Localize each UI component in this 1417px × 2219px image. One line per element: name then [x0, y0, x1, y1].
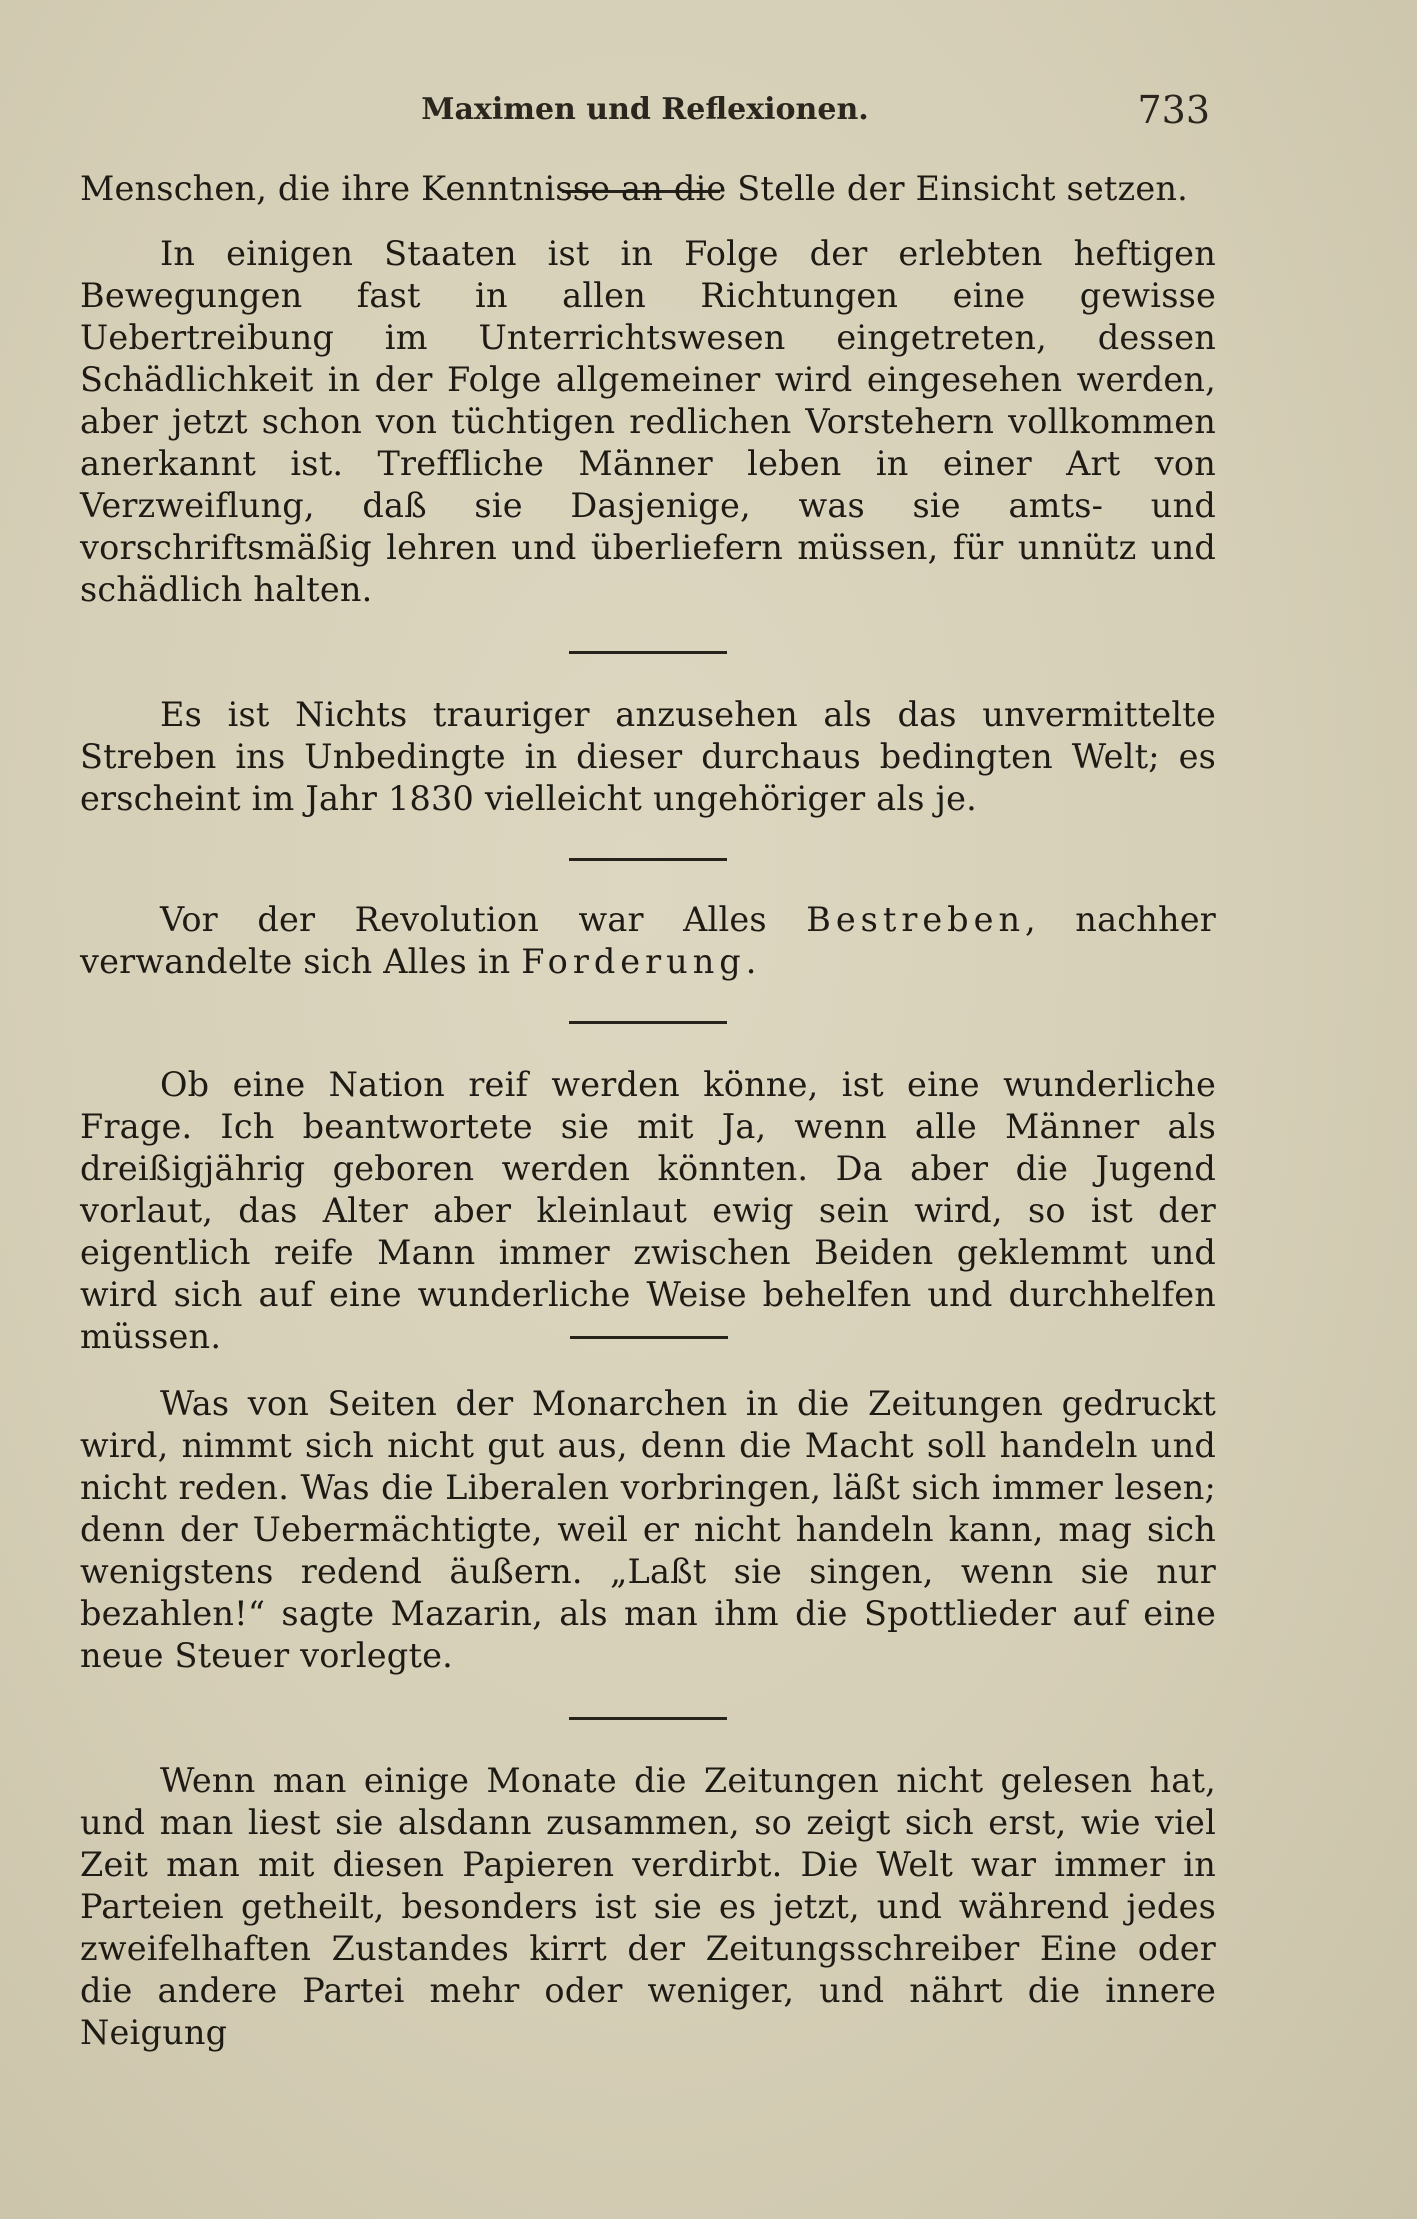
paragraph-nation: Ob eine Nation reif werden könne, ist eine wunderliche Frage. Ich beantwortete sie mit Ja, wenn alle Männer als dreißigjährig geboren werden könnten. Da aber die Jugend vorlaut, das Alter aber kleinlaut ewig sein wird, so ist der eigentlich reife Mann immer zwischen Beiden geklemmt und wird sich auf eine wunderliche Weise behelfen und durchhelfen müssen.: [80, 1065, 1216, 1356]
emphasis-forderung: Forderung: [521, 942, 746, 981]
emphasis-bestreben: Bestreben: [806, 900, 1026, 939]
section-divider: [569, 858, 727, 861]
page-number: 733: [1137, 88, 1210, 132]
paragraph-continued: Menschen, die ihre Kenntnisse an die Stelle der Einsicht setzen.: [80, 169, 1189, 208]
paragraph-unconditional: Es ist Nichts trauriger anzusehen als das unvermittelte Streben ins Unbedingte in dieser durchaus bedingten Welt; es erscheint im Jahr 1830 vielleicht ungehöriger als je.: [80, 695, 1216, 818]
paragraph-newspapers-monarchs: Was von Seiten der Monarchen in die Zeitungen gedruckt wird, nimmt sich nicht gut aus, denn die Macht soll handeln und nicht reden. Was die Liberalen vorbringen, läßt sich immer lesen; denn der Uebermächtigte, weil er nicht handeln kann, mag sich wenigstens redend äußern. „Laßt sie singen, wenn sie nur bezahlen!“ sagte Mazarin, als man ihm die Spottlieder auf eine neue Steuer vorlegte.: [80, 1384, 1216, 1675]
running-title: Maximen und Reflexionen.: [421, 92, 869, 127]
paragraph-newspapers-reading: Wenn man einige Monate die Zeitungen nicht gelesen hat, und man liest sie alsdann zusammen, so zeigt sich erst, wie viel Zeit man mit diesen Papieren verdirbt. Die Welt war immer in Parteien getheilt, besonders ist sie es jetzt, und während jedes zweifelhaften Zustandes kirrt der Zeitungsschreiber Eine oder die andere Partei mehr oder weniger, und nährt die innere Neigung: [80, 1761, 1216, 2052]
paragraph-education: In einigen Staaten ist in Folge der erlebten heftigen Bewegungen fast in allen Richtungen eine gewisse Uebertreibung im Unterrichtswesen eingetreten, dessen Schädlichkeit in der Folge allgemeiner wird eingesehen werden, aber jetzt schon von tüchtigen redlichen Vorstehern vollkommen anerkannt ist. Treffliche Männer leben in einer Art von Verzweiflung, daß sie Dasjenige, was sie amts- und vorschriftsmäßig lehren und überliefern müssen, für unnütz und schädlich halten.: [80, 234, 1216, 609]
paragraph-revolution-text-2: , nachher verwandelte sich Alles in: [80, 900, 1217, 981]
page-header: [80, 88, 1210, 138]
paragraph-revolution-text-3: .: [745, 942, 757, 981]
section-divider: [569, 1021, 727, 1024]
paragraph-revolution-text-1: Vor der Revolution war Alles: [160, 900, 807, 939]
body-text: [80, 168, 1216, 2054]
section-divider: [570, 1336, 728, 1339]
section-divider: [569, 651, 727, 654]
section-divider: [569, 1717, 727, 1720]
paragraph-revolution: [80, 899, 1216, 983]
